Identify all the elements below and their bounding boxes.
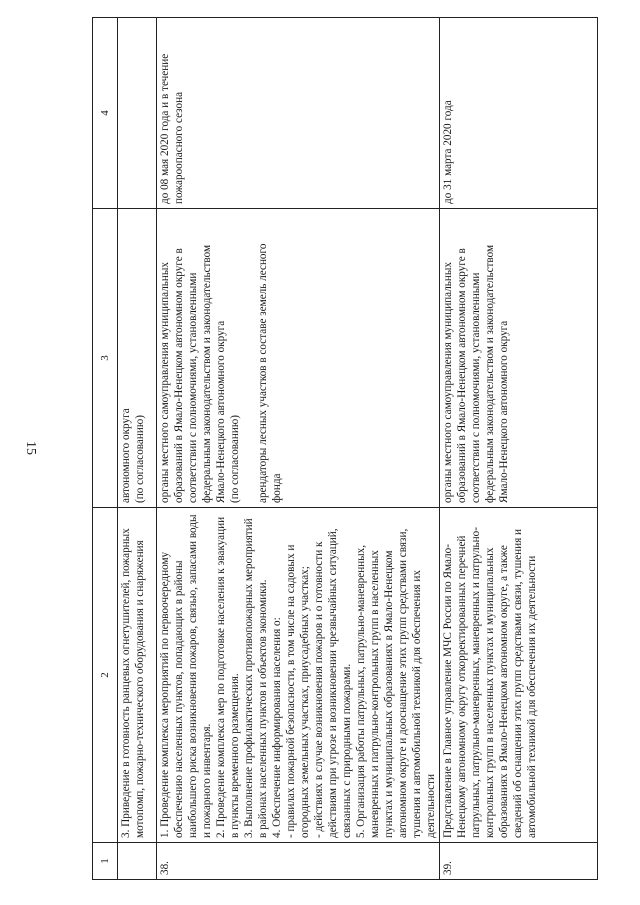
executors-text: органы местного самоуправления муниципальных образований в Ямало-Ненецком автономном округе в соответствии с полномочиями, установленными федеральным законодательством и законодательством Ямало-Ненецкого автономного округа [159,244,227,503]
header-col-3: 3 [93,209,118,508]
table-row [157,18,440,880]
executors-cell [118,209,157,508]
header-col-2: 2 [93,508,118,843]
activity-text: - действиях в случае возникновения пожаров и о готовности к действиям при угрозе и возникновении чрезвычайных ситуаций, связанных с природными пожарами. [313,528,353,838]
deadline-text: до 31 марта 2020 года [442,100,454,204]
deadline-text: до 08 мая 2020 года и в течение пожароопасного сезона [159,53,185,204]
row-number [118,843,157,880]
deadline-cell [157,18,440,209]
activity-text: - правилах пожарной безопасности, в том числе на садовых и огородных земельных участках, приусадебных участках; [285,544,311,838]
executors-text: автономного округа [120,408,132,503]
row-number: 38. [157,843,440,880]
plan-table [92,17,598,880]
executors-text: арендаторы лесных участков в составе земель лесного фонда [257,243,283,503]
activity-text: 5. Организация работы патрульных, патрульно-маневренных, маневренных и патрульно-контрольных групп в населенных пунктах и муниципальных образованиях в Ямало-Ненецком автономном округе и дооснащение этих групп средствами связи, тушения и автомобильной техникой для обеспечения их деятельности [355,528,437,838]
executors-cell [157,209,440,508]
executors-text: органы местного самоуправления муниципальных образований в Ямало-Ненецком автономном округе в соответствии с полномочиями, установленными федеральным законодательством и законодательством Ямало-Ненецкого автономного округа [442,244,510,503]
activity-text: 2. Проведение комплекса мер по подготовке населения к эвакуации в пункты временного размещения. [215,516,241,838]
row-number: 39. [440,843,598,880]
table-row [440,18,598,880]
table-header-row [93,18,118,880]
activity-text: 4. Обеспечение информирования населения о: [271,617,283,838]
activity-text: 1. Проведение комплекса мероприятий по первоочередному обеспечению населенных пунктов, попадающих в районы наибольшего риска возникновения пожаров, связью, запасами воды и пожарного инвентаря. [159,514,213,838]
table-row [118,18,157,880]
executors-text: (по согласованию) [229,415,241,503]
executors-text: (по согласованию) [134,415,146,503]
rotated-page [92,54,598,880]
activity-cell [118,508,157,843]
header-col-1: 1 [93,843,118,880]
page-number: 15 [23,441,38,455]
activity-cell [157,508,440,843]
activity-text: 3. Приведение в готовность ранцевых огнетушителей, пожарных мотопомп, пожарно-технического оборудования и снаряжения [120,528,146,838]
deadline-cell [440,18,598,209]
executors-cell [440,209,598,508]
activity-cell [440,508,598,843]
deadline-cell [118,18,157,209]
activity-text: 3. Выполнение профилактических противопожарных мероприятий в районах населенных пунктов и объектов экономики. [243,518,269,838]
activity-text: Представление в Главное управление МЧС России по Ямало-Ненецкому автономному округу откорректированных перечней патрульных, патрульно-маневренных, маневренных и патрульно-контрольных групп в населенных пунктах и муниципальных образованиях в Ямало-Ненецком автономном округе, а также сведений об оснащении этих групп средствами связи, тушения и автомобильной техникой для обеспечения их деятельности [442,527,538,838]
header-col-4: 4 [93,18,118,209]
blank-line [242,213,256,503]
